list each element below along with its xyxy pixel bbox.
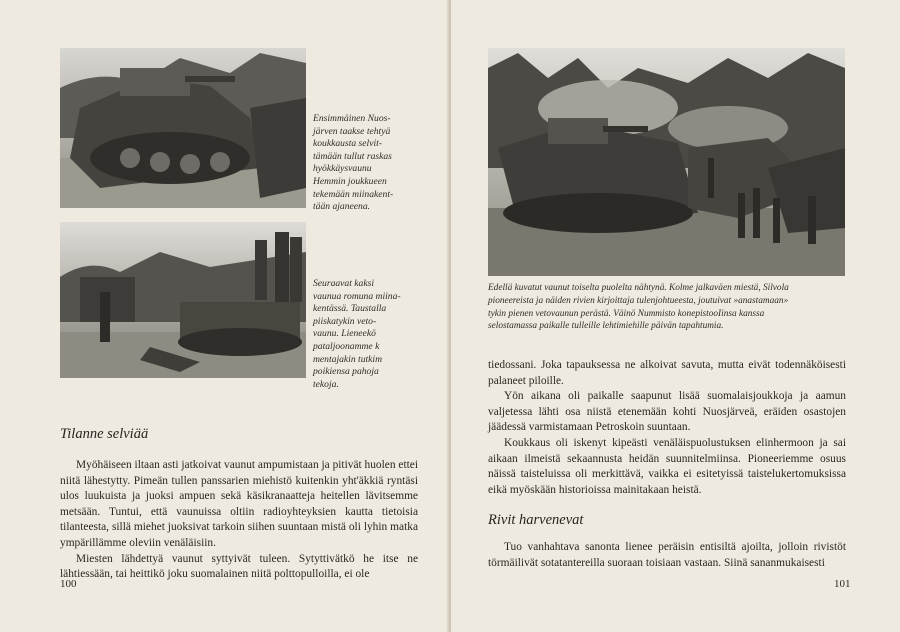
caption-line: mentajakin tutkim <box>313 353 383 365</box>
caption-line: piiskatykin veto- <box>313 315 377 327</box>
caption-line: järven taakse tehtyä <box>313 125 391 137</box>
watermark <box>384 400 410 590</box>
photo2-caption <box>313 278 433 391</box>
page-number-right: 101 <box>834 578 851 590</box>
caption-line: pioneereista ja näiden rivien kirjoittaja tulenjohtueesta, joutuivat »anastamaan» <box>488 295 789 306</box>
paragraph: Miesten lähdettyä vaunut syttyivät tuleen. Sytyttivätkö he itse ne lähtiessään, tai heittikö joku suomalainen niitä polttopulloilla, ei ole <box>60 552 418 581</box>
caption-line: tykin pienen vetovaunun perästä. Väinö Nummisto konepistooIinsa kanssa <box>488 308 765 319</box>
wrecked-tanks-photo <box>60 222 306 378</box>
caption-line: vaunua romuna miina- <box>313 290 401 302</box>
paragraph: tiedossani. Joka tapauksessa ne alkoivat savuta, mutta eivät todennäköisesti palaneet piloille. <box>488 359 846 387</box>
caption-line: tekemään miinakent- <box>313 188 394 200</box>
left-body-text <box>60 458 418 583</box>
caption-line: kentässä. Taustalla <box>313 303 387 315</box>
caption-line: tään ajaneena. <box>313 201 371 213</box>
paragraph: Myöhäiseen iltaan asti jatkoivat vaunut ampumistaan ja pitivät huolen ettei niitä lähestytty. Pimeän tullen panssarien miehistö kuitenkin yht'äkkiä ryntäsi ulos luukuista ja juoksi ampuen sekä käsikranaatteja heitellen lävitsemme metsään. Tuntui, että vaunuissa oltiin radioyhteyksien kautta tietoisia tilanteesta, sillä miehet juoksivat tarkoin siihen suuntaan mistä oli lyhin matka ympärillämme oleviin venäläisiin. <box>60 459 418 549</box>
caption-line: pataljoonamme k <box>313 340 380 352</box>
paragraph: Yön aikana oli paikalle saapunut lisää suomalaisjoukkoja ja aamun valjetessa lähti osa niistä etenemään kohti Nuosjärveä, eräiden osastojen jäädessä varmistamaan Petroskoin suuntaan. <box>488 390 846 434</box>
caption-line: Ensimmäinen Nuos- <box>313 113 391 124</box>
right-body-text-top <box>488 358 846 498</box>
photo1-caption <box>313 113 433 214</box>
tank-photo <box>60 48 306 208</box>
section-heading-right: Rivit harvenevat <box>488 512 584 528</box>
tanks-and-soldiers-photo <box>488 48 845 276</box>
right-page <box>451 0 900 632</box>
left-page <box>0 0 449 632</box>
caption-line: tämään tullut raskas <box>313 150 392 162</box>
right-photo-caption <box>488 282 868 333</box>
caption-line: tekoja. <box>313 378 339 390</box>
paragraph: Tuo vanhahtava sanonta lienee peräisin entisiltä ajoilta, jolloin rivistöt törmäilivät sotatantereilla suoraan toisiaan vastaan. Siinä sananmukaisesti <box>488 541 846 569</box>
caption-line: Edellä kuvatut vaunut toiselta puolelta nähtynä. Kolme jalkaväen miestä, Silvola <box>488 283 789 293</box>
caption-line: Hemmin joukkueen <box>313 175 387 187</box>
section-heading-left: Tilanne selviää <box>60 426 149 442</box>
right-body-text-bottom <box>488 540 846 571</box>
page-number-left: 100 <box>60 578 77 590</box>
caption-line: poikiensa pahoja <box>313 366 379 378</box>
caption-line: selostamassa paikalle tulleille lehtimiehille päivän tapahtumia. <box>488 321 724 332</box>
caption-line: koukkausta selvit- <box>313 138 382 150</box>
caption-line: Seuraavat kaksi <box>313 278 375 289</box>
paragraph: Koukkaus oli iskenyt kipeästi venäläispuolustuksen elinhermoon ja sai aikaan ilmeistä sekaannusta heidän suunnitelmiinsa. Pioneeriemme osuus näissä taisteluissa oli merkittävä, vaikka ei esitetyissä taistelukertomuksissa eikä myöskään historioissa mainitakaan heistä. <box>488 436 846 496</box>
caption-line: vaunu. Lieneekö <box>313 328 376 340</box>
caption-line: hyökkäysvaunu <box>313 163 372 175</box>
